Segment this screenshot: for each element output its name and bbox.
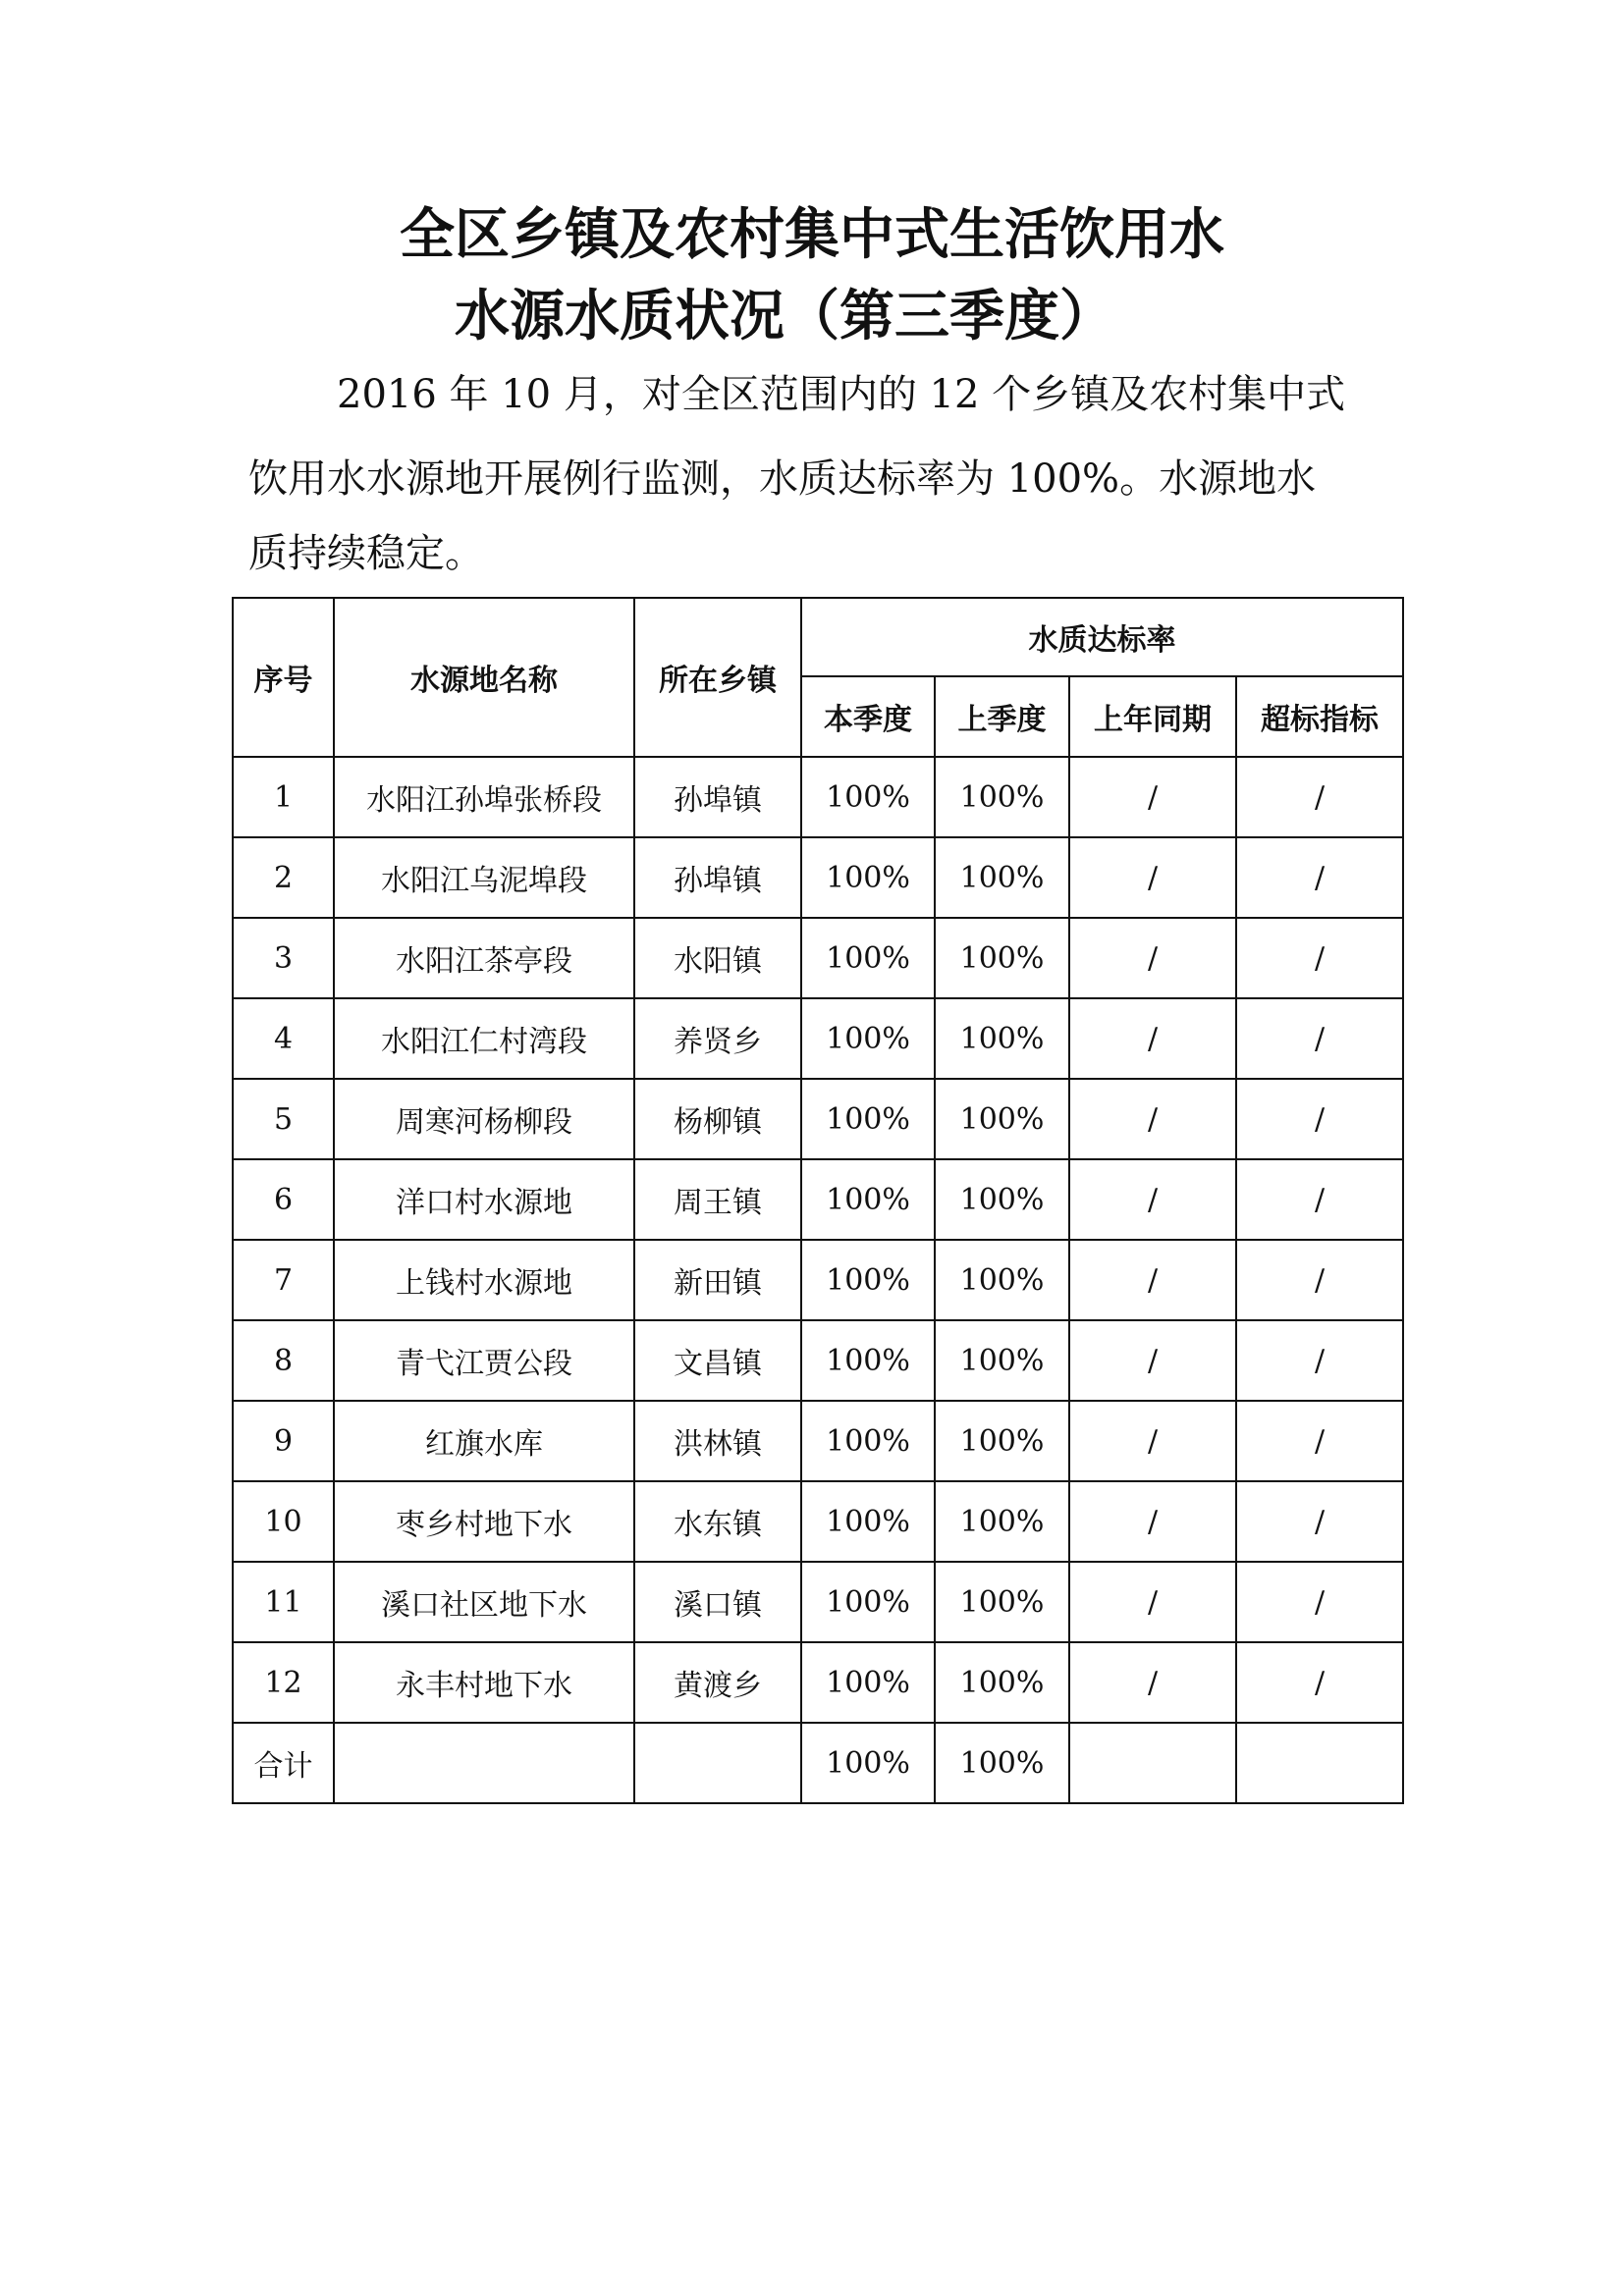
cell-source-name: 永丰村地下水 — [334, 1642, 634, 1723]
cell-last-quarter: 100% — [935, 1240, 1069, 1320]
cell-town: 杨柳镇 — [634, 1079, 801, 1159]
cell-source-name: 枣乡村地下水 — [334, 1481, 634, 1562]
cell-last-year: / — [1069, 1642, 1236, 1723]
cell-town: 水东镇 — [634, 1481, 801, 1562]
cell-town: 文昌镇 — [634, 1320, 801, 1401]
cell-index: 8 — [233, 1320, 334, 1401]
cell-exceed: / — [1236, 1320, 1403, 1401]
cell-town: 孙埠镇 — [634, 757, 801, 837]
cell-source-name: 溪口社区地下水 — [334, 1562, 634, 1642]
cell-index: 3 — [233, 918, 334, 998]
total-last-year — [1069, 1723, 1236, 1803]
document-title-line-2: 水源水质状况（第三季度） — [455, 285, 1114, 348]
cell-exceed: / — [1236, 998, 1403, 1079]
cell-last-year: / — [1069, 757, 1236, 837]
cell-exceed: / — [1236, 1240, 1403, 1320]
table-row — [233, 998, 1403, 1079]
header-this-quarter: 本季度 — [801, 676, 935, 757]
table-row — [233, 1401, 1403, 1481]
cell-source-name: 上钱村水源地 — [334, 1240, 634, 1320]
cell-exceed: / — [1236, 1481, 1403, 1562]
cell-last-quarter: 100% — [935, 1320, 1069, 1401]
cell-last-year: / — [1069, 1320, 1236, 1401]
table-row — [233, 1159, 1403, 1240]
cell-source-name: 红旗水库 — [334, 1401, 634, 1481]
cell-last-year: / — [1069, 1401, 1236, 1481]
cell-this-quarter: 100% — [801, 837, 935, 918]
cell-town: 新田镇 — [634, 1240, 801, 1320]
cell-index: 10 — [233, 1481, 334, 1562]
cell-last-quarter: 100% — [935, 837, 1069, 918]
cell-last-quarter: 100% — [935, 1562, 1069, 1642]
cell-source-name: 水阳江孙埠张桥段 — [334, 757, 634, 837]
water-quality-table — [232, 597, 1404, 1804]
cell-source-name: 青弋江贾公段 — [334, 1320, 634, 1401]
header-source-name: 水源地名称 — [334, 598, 634, 757]
cell-exceed: / — [1236, 837, 1403, 918]
cell-town: 养贤乡 — [634, 998, 801, 1079]
cell-last-year: / — [1069, 1079, 1236, 1159]
cell-this-quarter: 100% — [801, 1159, 935, 1240]
cell-this-quarter: 100% — [801, 918, 935, 998]
header-last-quarter: 上季度 — [935, 676, 1069, 757]
cell-index: 9 — [233, 1401, 334, 1481]
table-row — [233, 1320, 1403, 1401]
cell-this-quarter: 100% — [801, 757, 935, 837]
cell-last-year: / — [1069, 1562, 1236, 1642]
cell-index: 2 — [233, 837, 334, 918]
total-exceed — [1236, 1723, 1403, 1803]
intro-paragraph-line-3: 质持续稳定。 — [248, 531, 484, 576]
table-row — [233, 1079, 1403, 1159]
cell-last-quarter: 100% — [935, 1159, 1069, 1240]
cell-this-quarter: 100% — [801, 1401, 935, 1481]
cell-last-quarter: 100% — [935, 1401, 1069, 1481]
cell-town: 周王镇 — [634, 1159, 801, 1240]
cell-exceed: / — [1236, 1159, 1403, 1240]
cell-last-year: / — [1069, 1481, 1236, 1562]
cell-town: 孙埠镇 — [634, 837, 801, 918]
cell-source-name: 水阳江乌泥埠段 — [334, 837, 634, 918]
header-index: 序号 — [233, 598, 334, 757]
cell-exceed: / — [1236, 1079, 1403, 1159]
cell-town: 溪口镇 — [634, 1562, 801, 1642]
cell-this-quarter: 100% — [801, 1562, 935, 1642]
table-total-row — [233, 1723, 1403, 1803]
table-row — [233, 1481, 1403, 1562]
intro-paragraph-line-1: 2016 年 10 月，对全区范围内的 12 个乡镇及农村集中式 — [337, 372, 1346, 417]
cell-index: 4 — [233, 998, 334, 1079]
cell-source-name: 水阳江茶亭段 — [334, 918, 634, 998]
cell-last-quarter: 100% — [935, 998, 1069, 1079]
cell-index: 7 — [233, 1240, 334, 1320]
document-title-line-1: 全区乡镇及农村集中式生活饮用水 — [400, 203, 1224, 267]
cell-last-quarter: 100% — [935, 918, 1069, 998]
cell-this-quarter: 100% — [801, 998, 935, 1079]
table-row — [233, 1562, 1403, 1642]
header-rate-group: 水质达标率 — [801, 598, 1403, 676]
cell-index: 6 — [233, 1159, 334, 1240]
header-town: 所在乡镇 — [634, 598, 801, 757]
table-row — [233, 918, 1403, 998]
cell-exceed: / — [1236, 1562, 1403, 1642]
cell-index: 12 — [233, 1642, 334, 1723]
cell-last-year: / — [1069, 837, 1236, 918]
cell-last-quarter: 100% — [935, 1079, 1069, 1159]
intro-paragraph-line-2: 饮用水水源地开展例行监测，水质达标率为 100%。水源地水 — [248, 456, 1317, 502]
header-exceed: 超标指标 — [1236, 676, 1403, 757]
cell-index: 5 — [233, 1079, 334, 1159]
cell-town: 洪林镇 — [634, 1401, 801, 1481]
total-last-quarter: 100% — [935, 1723, 1069, 1803]
cell-last-year: / — [1069, 1159, 1236, 1240]
cell-this-quarter: 100% — [801, 1079, 935, 1159]
table-row — [233, 1240, 1403, 1320]
cell-source-name: 水阳江仁村湾段 — [334, 998, 634, 1079]
total-town — [634, 1723, 801, 1803]
table-row — [233, 757, 1403, 837]
total-source-name — [334, 1723, 634, 1803]
total-label: 合计 — [233, 1723, 334, 1803]
cell-town: 黄渡乡 — [634, 1642, 801, 1723]
table-row — [233, 837, 1403, 918]
cell-last-quarter: 100% — [935, 757, 1069, 837]
cell-last-quarter: 100% — [935, 1481, 1069, 1562]
cell-last-year: / — [1069, 1240, 1236, 1320]
table-row — [233, 1642, 1403, 1723]
cell-last-year: / — [1069, 918, 1236, 998]
cell-this-quarter: 100% — [801, 1320, 935, 1401]
cell-this-quarter: 100% — [801, 1240, 935, 1320]
cell-exceed: / — [1236, 757, 1403, 837]
cell-this-quarter: 100% — [801, 1481, 935, 1562]
total-this-quarter: 100% — [801, 1723, 935, 1803]
cell-exceed: / — [1236, 918, 1403, 998]
cell-last-quarter: 100% — [935, 1642, 1069, 1723]
cell-exceed: / — [1236, 1642, 1403, 1723]
cell-index: 11 — [233, 1562, 334, 1642]
cell-this-quarter: 100% — [801, 1642, 935, 1723]
cell-index: 1 — [233, 757, 334, 837]
cell-exceed: / — [1236, 1401, 1403, 1481]
cell-town: 水阳镇 — [634, 918, 801, 998]
cell-source-name: 洋口村水源地 — [334, 1159, 634, 1240]
cell-last-year: / — [1069, 998, 1236, 1079]
header-last-year: 上年同期 — [1069, 676, 1236, 757]
cell-source-name: 周寒河杨柳段 — [334, 1079, 634, 1159]
